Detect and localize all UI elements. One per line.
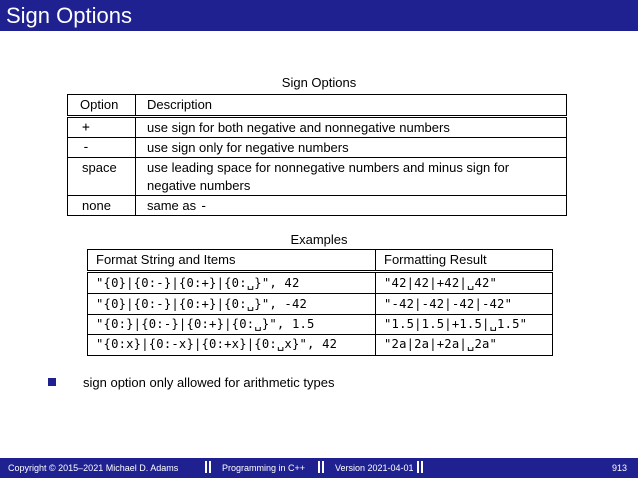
bullet-square-icon xyxy=(48,378,56,386)
footer-bar xyxy=(0,458,638,478)
desc-none-text: same as xyxy=(147,198,197,213)
footer-page-number: 913 xyxy=(612,463,628,473)
example-format: "{0:}|{0:-}|{0:+}|{0:␣}", 1.5 xyxy=(96,317,315,331)
footer-divider xyxy=(205,461,207,473)
slide-title: Sign Options xyxy=(6,3,132,28)
footer-divider xyxy=(318,461,320,473)
footer-copyright: Copyright © 2015–2021 Michael D. Adams xyxy=(8,463,179,473)
footer-divider xyxy=(322,461,324,473)
option-minus: - xyxy=(82,140,90,155)
sign-table-body xyxy=(67,117,567,216)
example-result: "-42|-42|-42|-42" xyxy=(384,297,513,311)
footer-course: Programming in C++ xyxy=(222,463,306,473)
examples-table-header xyxy=(87,249,553,271)
bullet-text: sign option only allowed for arithmetic types xyxy=(83,375,335,390)
header-option: Option xyxy=(80,97,119,112)
option-plus: + xyxy=(82,120,90,135)
footer-divider xyxy=(421,461,423,473)
header-description: Description xyxy=(147,97,213,112)
example-format: "{0:x}|{0:-x}|{0:+x}|{0:␣x}", 42 xyxy=(96,337,338,351)
desc-minus: use sign only for negative numbers xyxy=(147,140,349,155)
examples-table-caption: Examples xyxy=(290,232,348,247)
example-format: "{0}|{0:-}|{0:+}|{0:␣}", 42 xyxy=(96,276,300,290)
desc-space-line2: negative numbers xyxy=(147,178,251,193)
sign-table-caption: Sign Options xyxy=(281,75,357,90)
footer-divider xyxy=(209,461,211,473)
examples-table-body xyxy=(87,272,553,356)
sign-table-header xyxy=(67,94,567,116)
header-formatting-result: Formatting Result xyxy=(384,252,487,267)
example-result: "42|42|+42|␣42" xyxy=(384,276,498,290)
option-none: none xyxy=(82,198,111,213)
example-result: "2a|2a|+2a|␣2a" xyxy=(384,337,498,351)
desc-plus: use sign for both negative and nonnegative numbers xyxy=(147,120,450,135)
header-format-string: Format String and Items xyxy=(96,252,236,267)
footer-version: Version 2021-04-01 xyxy=(335,463,414,473)
example-result: "1.5|1.5|+1.5|␣1.5" xyxy=(384,317,528,331)
example-format: "{0}|{0:-}|{0:+}|{0:␣}", -42 xyxy=(96,297,308,311)
footer-divider xyxy=(417,461,419,473)
option-space: space xyxy=(82,160,117,175)
desc-none xyxy=(147,198,208,214)
desc-space: use leading space for nonnegative numbers and minus sign for xyxy=(147,160,510,175)
slide-title-bar xyxy=(0,0,638,31)
desc-none-code: - xyxy=(199,199,208,214)
